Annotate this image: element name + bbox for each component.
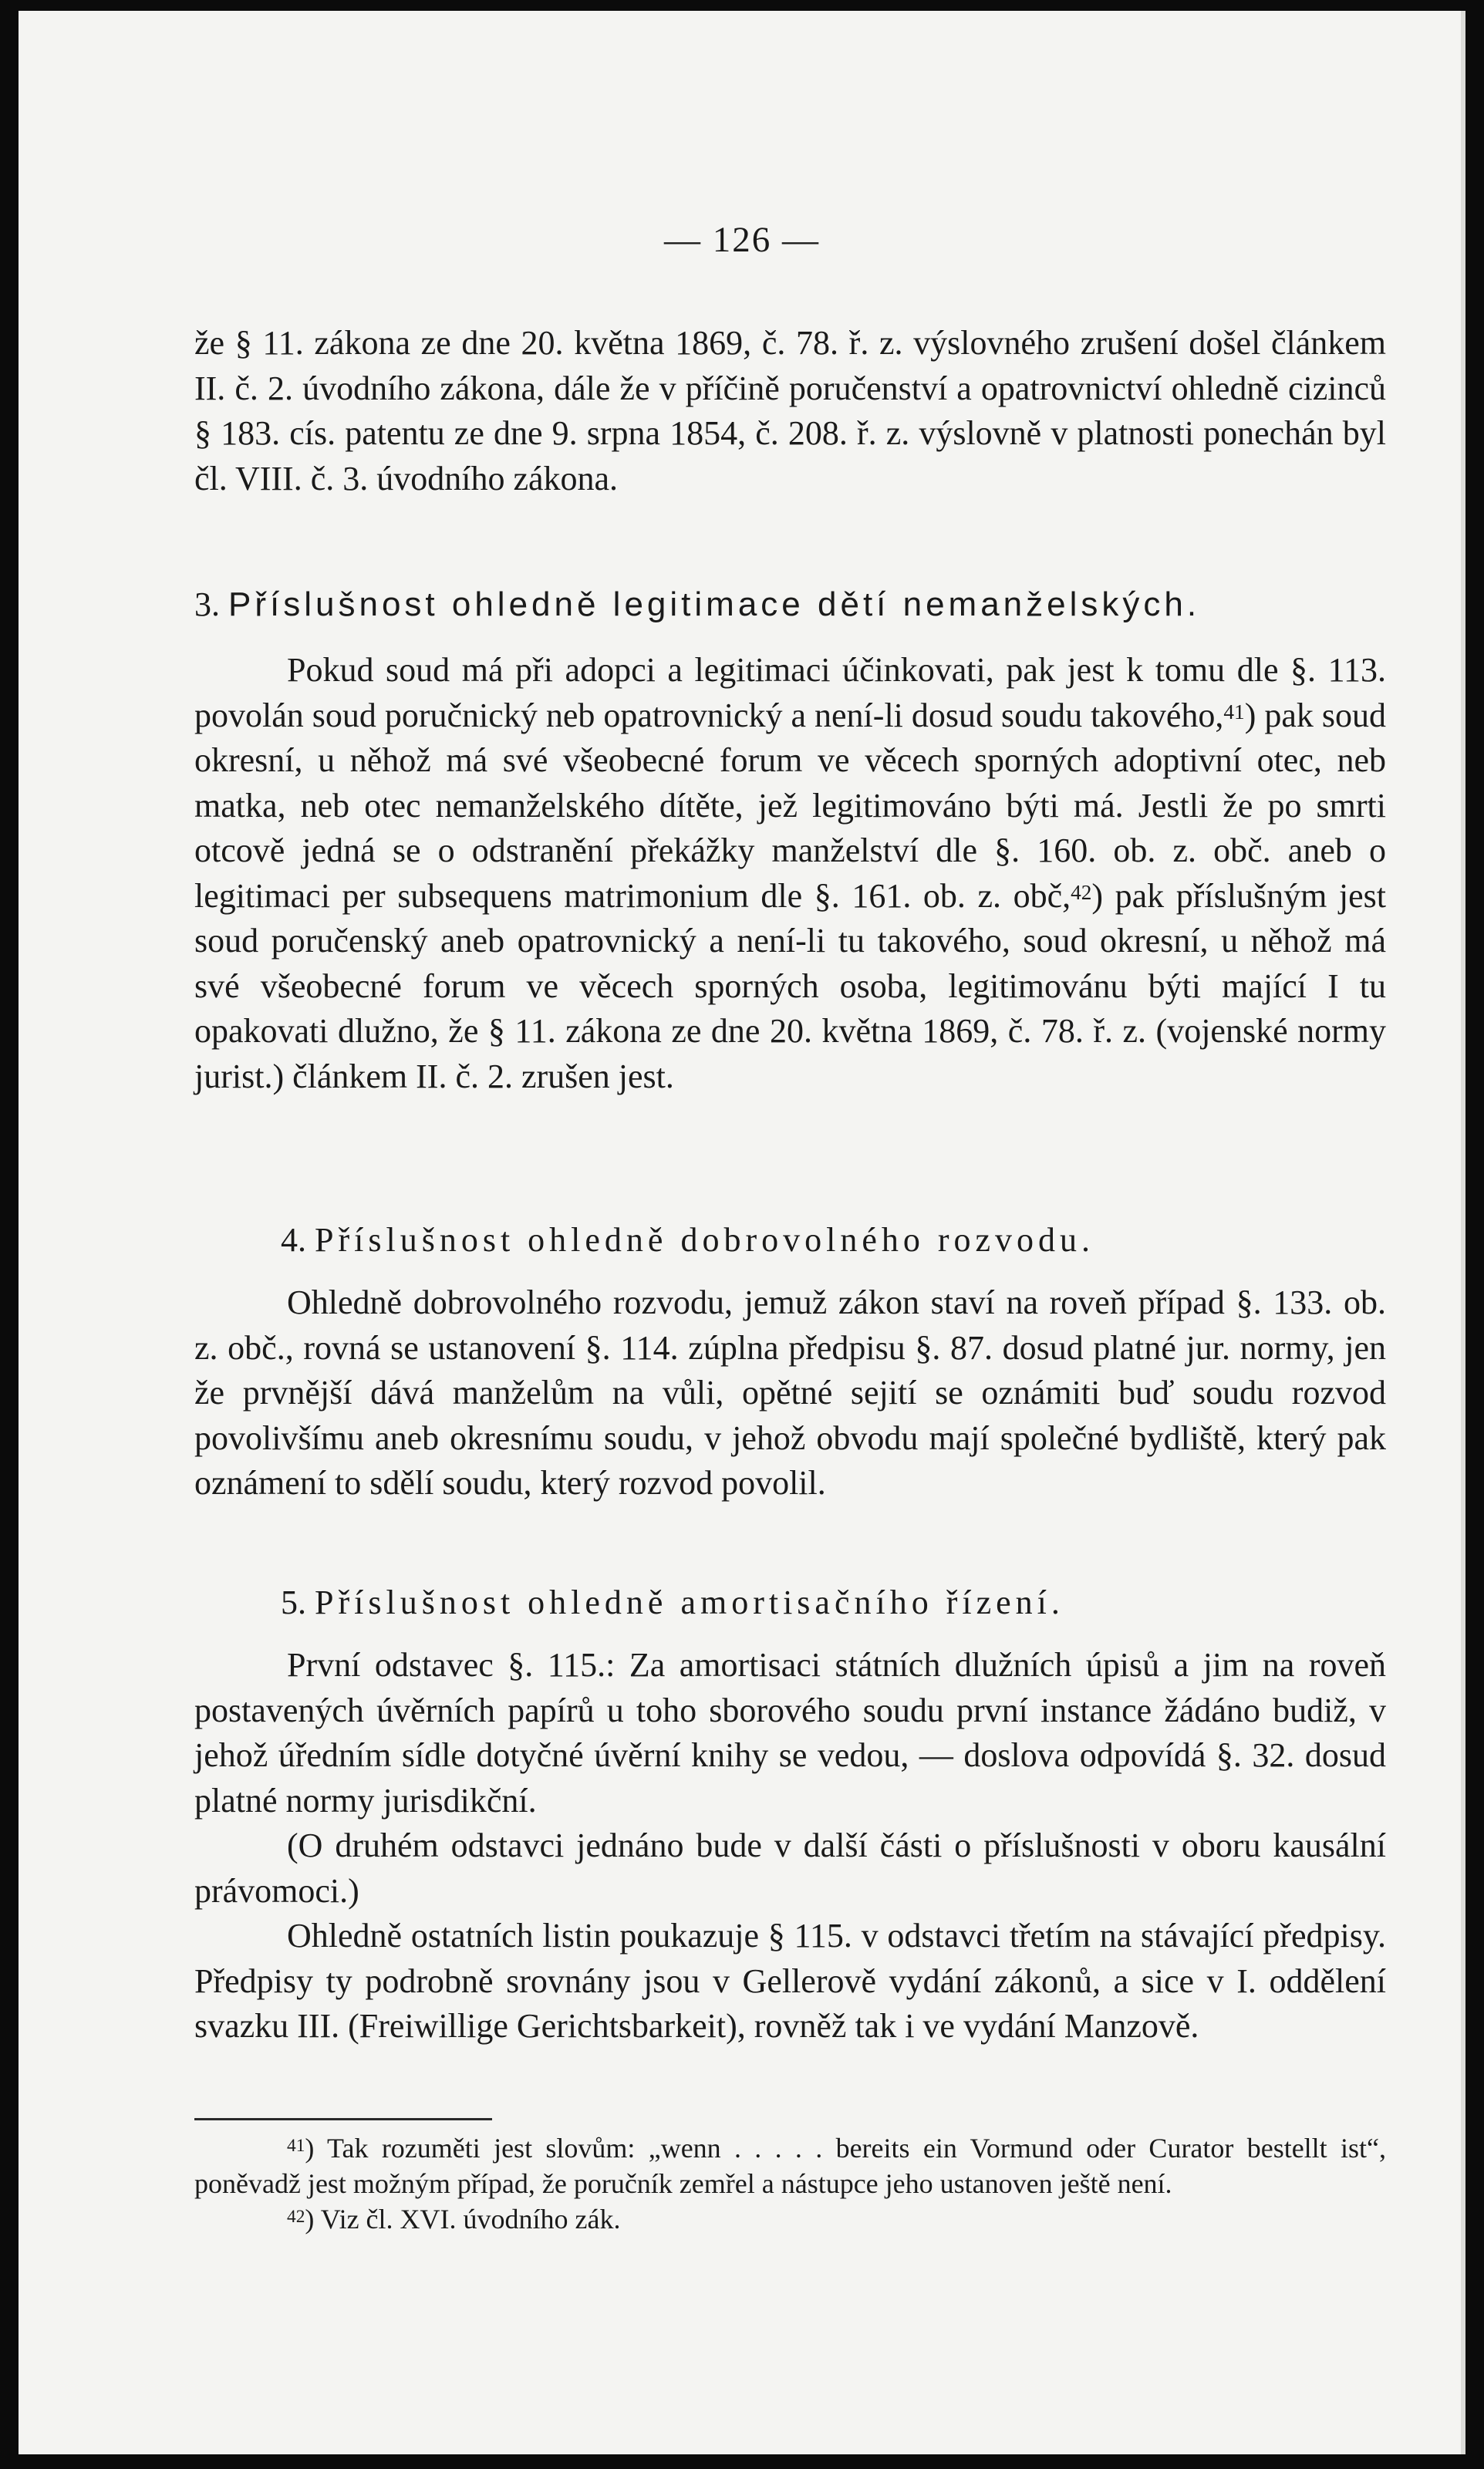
section-4-title: Příslušnost ohledně dobrovolného rozvodu. xyxy=(315,1221,1095,1259)
section-5 xyxy=(194,1580,1386,2049)
section-5-title: Příslušnost ohledně amortisačního řízení. xyxy=(315,1584,1064,1621)
section-3-title: Příslušnost ohledně legitimace dětí nemanželských. xyxy=(228,585,1201,623)
footnote-42 xyxy=(194,2201,1386,2237)
footnote-41-mark: 41 xyxy=(287,2135,305,2156)
opening-paragraph-block xyxy=(194,321,1386,501)
section-5-body-3: Ohledně ostatních listin poukazuje § 115. v odstavci třetím na stávající předpisy. Předpisy ty podrobně srovnány jsou v Gellerově vydání zákonů, a sice v I. oddělení svazku III. (Freiwillige Gerichtsbarkeit), rovněž tak i ve vydání Manzově. xyxy=(194,1917,1386,2045)
footnote-42-mark: 42 xyxy=(287,2206,305,2227)
section-5-heading xyxy=(194,1580,1386,1626)
book-page xyxy=(19,11,1465,2454)
section-4-number: 4. xyxy=(281,1221,306,1259)
footnote-ref-41: 41 xyxy=(1223,700,1245,723)
section-5-body-2: (O druhém odstavci jednáno bude v další části o příslušnosti v oboru kausální právomoci.) xyxy=(194,1826,1386,1910)
section-3 xyxy=(194,582,1386,1099)
footnote-separator xyxy=(194,2118,492,2120)
section-3-body xyxy=(194,648,1386,1099)
section-4-heading xyxy=(194,1217,1386,1263)
section-3-number: 3. xyxy=(194,585,220,623)
section-4-body: Ohledně dobrovolného rozvodu, jemuž zákon staví na roveň případ §. 133. ob. z. obč., rovná se ustanovení §. 114. zúplna předpisu §. 87. dosud platné jur. normy, jen že prvnější dává manželům na vůli, opětné sejití se oznámiti buď soudu rozvod povolivšímu aneb okresnímu soudu, v jehož obvodu mají společné bydliště, který pak oznámení to sdělí soudu, který rozvod povolil. xyxy=(194,1283,1386,1502)
footnote-41-text: ) Tak rozuměti jest slovům: „wenn . . . . . bereits ein Vormund oder Curator bestellt ist“, poněvadž jest možným případ, že poručník zemřel a nástupce jeho ustanoven ještě není. xyxy=(194,2133,1386,2199)
page-number: — 126 — xyxy=(664,220,820,260)
section-5-number: 5. xyxy=(281,1584,306,1621)
section-3-heading xyxy=(194,582,1386,628)
section-3-body-part1: Pokud soud má při adopci a legitimaci účinkovati, pak jest k tomu dle §. 113. povolán soud poručnický neb opatrovnický a není-li dosud soudu takového, xyxy=(194,651,1386,734)
section-3-body-part2: ) pak soud okresní, u něhož má své všeobecné forum ve věcech sporných adoptivní otec, neb matka, neb otec nemanželského dítěte, jež legitimováno býti má. Jestli že po smrti otcově jedná se o odstranění překážky manželství dle §. 160. ob. z. obč. aneb o legitimaci per subsequens matrimonium dle §. 161. ob. z. obč, xyxy=(194,696,1386,915)
opening-paragraph: že § 11. zákona ze dne 20. května 1869, č. 78. ř. z. výslovného zrušení došel článkem II. č. 2. úvodního zákona, dále že v příčině poručenství a opatrovnictví ohledně cizinců § 183. cís. patentu ze dne 9. srpna 1854, č. 208. ř. z. výslovně v platnosti ponechán byl čl. VIII. č. 3. úvodního zákona. xyxy=(194,324,1386,498)
section-3-body-part3: ) pak příslušným jest soud poručenský aneb opatrovnický a není-li tu takového, soud okresní, u něhož má své všeobecné forum ve věcech sporných osoba, legitimovánu býti mající I tu opakovati dlužno, že § 11. zákona ze dne 20. května 1869, č. 78. ř. z. (vojenské normy jurist.) článkem II. č. 2. zrušen jest. xyxy=(194,876,1386,1095)
footnotes xyxy=(194,2130,1386,2237)
section-5-body-1: První odstavec §. 115.: Za amortisaci státních dlužních úpisů a jim na roveň postavených úvěrních papírů u toho sborového soudu první instance žádáno budiž, v jehož úředním sídle dotyčné úvěrní knihy se vedou, — doslova odpovídá §. 32. dosud platné normy jurisdikční. xyxy=(194,1646,1386,1820)
footnote-42-text: ) Viz čl. XVI. úvodního zák. xyxy=(305,2204,621,2235)
footnote-ref-42: 42 xyxy=(1071,880,1092,904)
section-4 xyxy=(194,1217,1386,1506)
footnote-41 xyxy=(194,2130,1386,2201)
